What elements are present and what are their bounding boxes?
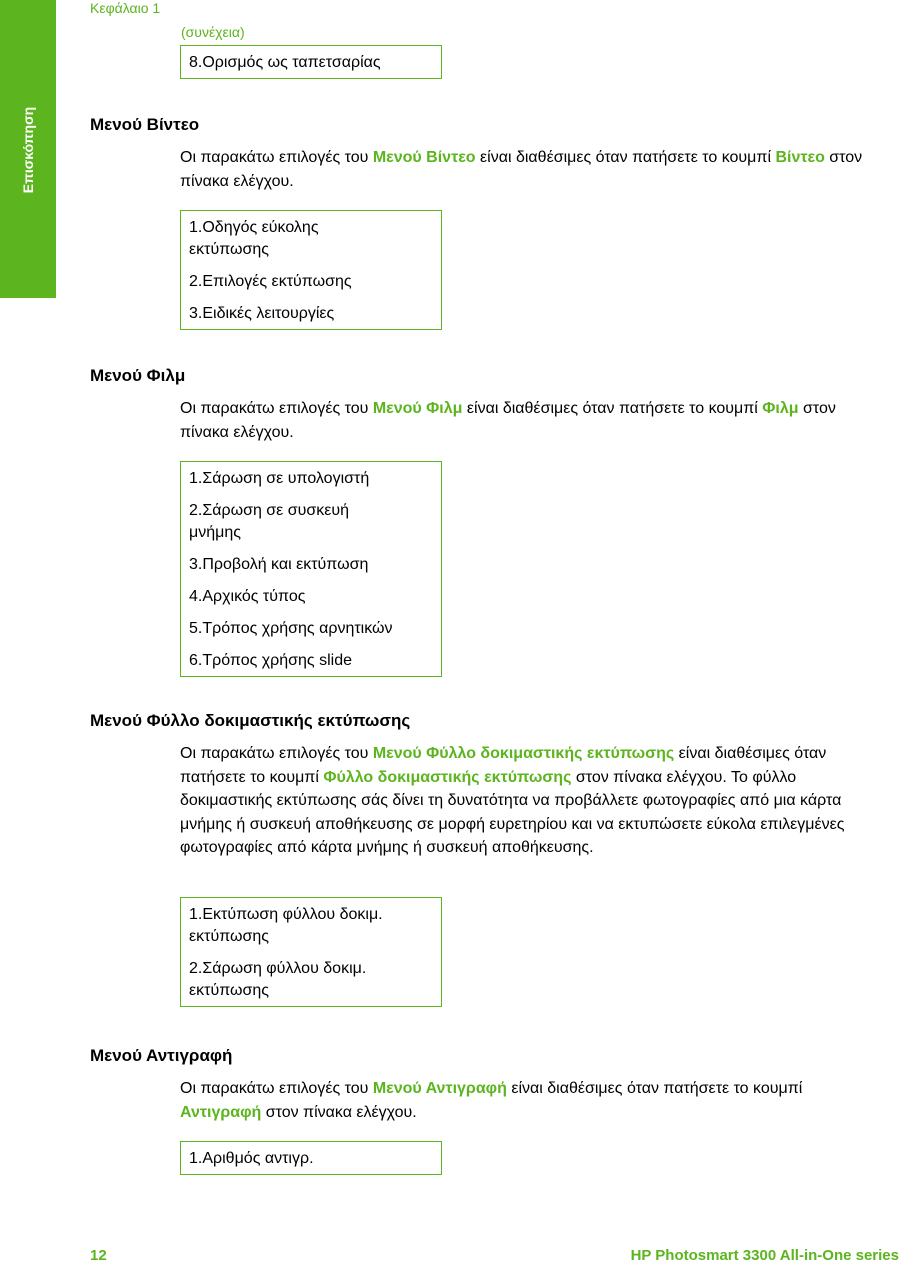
table-item: 2.Σάρωση φύλλου δοκιμ. εκτύπωσης: [189, 960, 367, 999]
table-item: 6.Τρόπος χρήσης slide: [189, 652, 352, 669]
product-title: HP Photosmart 3300 All-in-One series: [630, 1247, 899, 1264]
wallpaper-menu-table: [180, 45, 442, 79]
video-button-name: Βίντεο: [775, 149, 825, 166]
table-item: 1.Σάρωση σε υπολογιστή: [189, 470, 370, 487]
copy-button-name: Αντιγραφή: [180, 1103, 262, 1121]
table-item: 3.Προβολή και εκτύπωση: [189, 556, 369, 573]
chapter-label: Κεφάλαιο 1: [90, 0, 161, 16]
copy-menu-table: [180, 1141, 442, 1175]
table-item: 1.Εκτύπωση φύλλου δοκιμ. εκτύπωσης: [189, 906, 383, 945]
section-side-tab: [0, 0, 56, 298]
proof-sheet-menu-name: Μενού Φύλλο δοκιμαστικής εκτύπωσης: [372, 745, 675, 762]
table-item: 4.Αρχικός τύπος: [189, 588, 306, 605]
continued-label: (συνέχεια): [181, 24, 245, 40]
table-item: 8.Ορισμός ως ταπετσαρίας: [189, 54, 381, 71]
video-menu-paragraph: Οι παρακάτω επιλογές του Μενού Βίντεο είναι διαθέσιμες όταν πατήσετε το κουμπί Βίντεο στον πίνακα ελέγχου.: [180, 149, 863, 190]
film-menu-paragraph: Οι παρακάτω επιλογές του Μενού Φιλμ είναι διαθέσιμες όταν πατήσετε το κουμπί Φιλμ στον πίνακα ελέγχου.: [180, 400, 836, 441]
table-item: 1.Οδηγός εύκολης εκτύπωσης: [189, 219, 319, 258]
film-button-name: Φιλμ: [762, 400, 799, 417]
film-menu-name: Μενού Φιλμ: [372, 400, 463, 417]
table-item: 2.Σάρωση σε συσκευή μνήμης: [189, 502, 350, 541]
copy-menu-paragraph: Οι παρακάτω επιλογές του Μενού Αντιγραφή είναι διαθέσιμες όταν πατήσετε το κουμπί Αντιγραφή στον πίνακα ελέγχου.: [180, 1080, 803, 1121]
side-tab-label: Επισκόπηση: [20, 106, 36, 194]
film-menu-table: [180, 461, 442, 677]
table-item: 3.Ειδικές λειτουργίες: [189, 305, 335, 322]
page-number: 12: [90, 1247, 107, 1264]
video-menu-table: [180, 210, 442, 330]
video-menu-heading: Μενού Βίντεο: [90, 115, 200, 134]
table-item: 5.Τρόπος χρήσης αρνητικών: [189, 620, 393, 637]
proof-sheet-menu-paragraph: Οι παρακάτω επιλογές του Μενού Φύλλο δοκιμαστικής εκτύπωσης είναι διαθέσιμες όταν πατήσετε το κουμπί Φύλλο δοκιμαστικής εκτύπωσης στον πίνακα ελέγχου. Το φύλλο δοκιμαστικής εκτύπωσης σάς δίνει τη δυνατότητα να προβάλλετε φωτογραφίες από μια κάρτα μνήμης ή συσκευή αποθήκευσης σε μορφή ευρετηρίου και να εκτυπώσετε εύκολα επιλεγμένες φωτογραφίες από κάρτα μνήμης ή συσκευή αποθήκευσης.: [180, 745, 845, 856]
copy-menu-heading: Μενού Αντιγραφή: [90, 1046, 233, 1065]
table-item: 2.Επιλογές εκτύπωσης: [189, 273, 352, 290]
table-item: 1.Αριθμός αντιγρ.: [189, 1150, 314, 1167]
video-menu-name: Μενού Βίντεο: [372, 149, 476, 166]
proof-sheet-menu-heading: Μενού Φύλλο δοκιμαστικής εκτύπωσης: [90, 711, 411, 730]
copy-menu-name: Μενού Αντιγραφή: [372, 1080, 507, 1097]
proof-sheet-button-name: Φύλλο δοκιμαστικής εκτύπωσης: [323, 768, 572, 786]
film-menu-heading: Μενού Φιλμ: [90, 366, 186, 385]
proof-sheet-menu-table: [180, 897, 442, 1007]
